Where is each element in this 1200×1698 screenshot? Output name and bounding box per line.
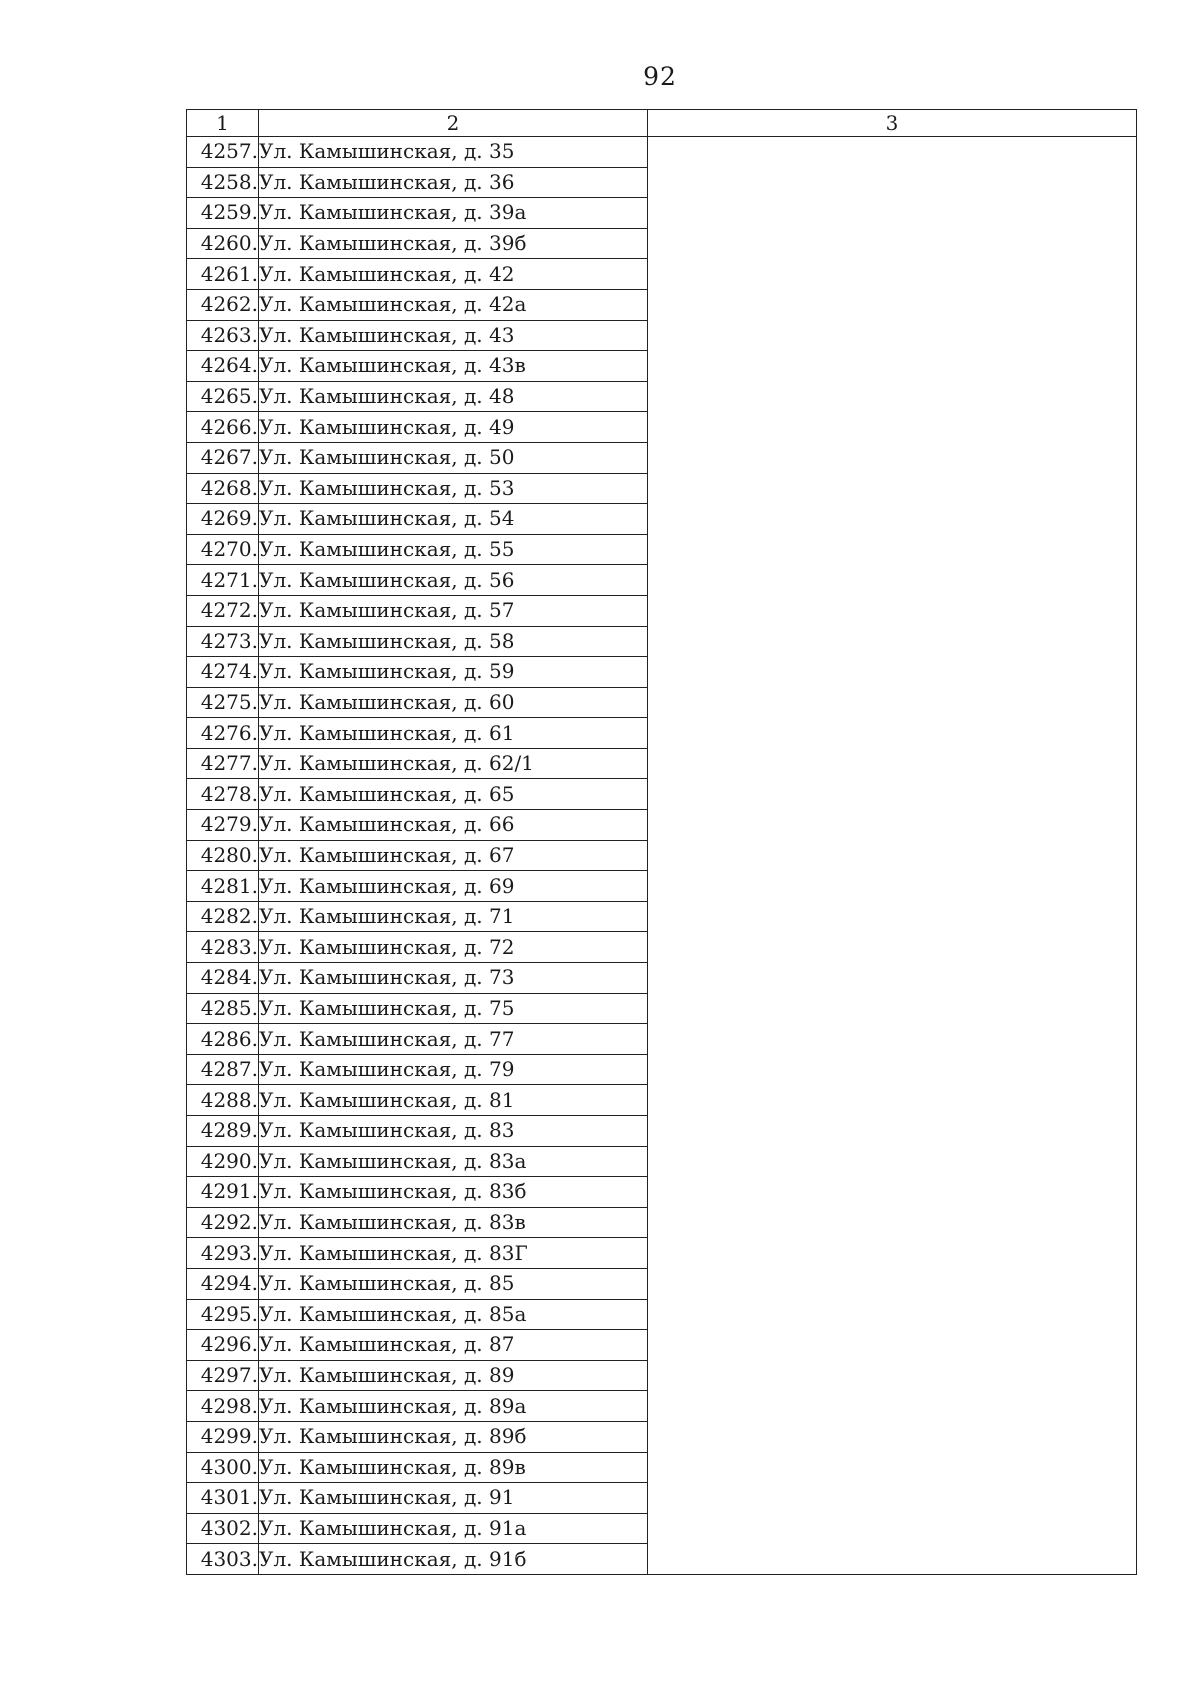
address-cell: Ул. Камышинская, д. 61: [259, 718, 648, 749]
address-cell: Ул. Камышинская, д. 60: [259, 687, 648, 718]
row-number-cell: 4259.: [187, 198, 259, 229]
row-number-cell: 4302.: [187, 1513, 259, 1544]
row-number-cell: 4268.: [187, 473, 259, 504]
row-number-cell: 4294.: [187, 1268, 259, 1299]
address-cell: Ул. Камышинская, д. 35: [259, 137, 648, 168]
row-number-cell: 4276.: [187, 718, 259, 749]
row-number-cell: 4263.: [187, 320, 259, 351]
address-cell: Ул. Камышинская, д. 36: [259, 167, 648, 198]
row-number-cell: 4264.: [187, 351, 259, 382]
row-number-cell: 4293.: [187, 1238, 259, 1269]
row-number-cell: 4257.: [187, 137, 259, 168]
address-cell: Ул. Камышинская, д. 42а: [259, 289, 648, 320]
address-cell: Ул. Камышинская, д. 83: [259, 1116, 648, 1147]
address-cell: Ул. Камышинская, д. 39б: [259, 228, 648, 259]
address-cell: Ул. Камышинская, д. 79: [259, 1054, 648, 1085]
address-table: [186, 109, 1137, 1575]
column-header-number: 1: [187, 110, 259, 137]
address-cell: Ул. Камышинская, д. 83б: [259, 1177, 648, 1208]
row-number-cell: 4283.: [187, 932, 259, 963]
address-cell: Ул. Камышинская, д. 72: [259, 932, 648, 963]
row-number-cell: 4269.: [187, 504, 259, 535]
row-number-cell: 4299.: [187, 1421, 259, 1452]
row-number-cell: 4266.: [187, 412, 259, 443]
row-number-cell: 4281.: [187, 871, 259, 902]
address-cell: Ул. Камышинская, д. 39а: [259, 198, 648, 229]
row-number-cell: 4270.: [187, 534, 259, 565]
address-cell: Ул. Камышинская, д. 83в: [259, 1207, 648, 1238]
column-header-address: 2: [259, 110, 648, 137]
address-cell: Ул. Камышинская, д. 65: [259, 779, 648, 810]
row-number-cell: 4301.: [187, 1483, 259, 1514]
page-number: 92: [643, 62, 677, 91]
row-number-cell: 4267.: [187, 442, 259, 473]
address-cell: Ул. Камышинская, д. 83Г: [259, 1238, 648, 1269]
row-number-cell: 4291.: [187, 1177, 259, 1208]
row-number-cell: 4279.: [187, 810, 259, 841]
row-number-cell: 4265.: [187, 381, 259, 412]
address-cell: Ул. Камышинская, д. 73: [259, 963, 648, 994]
address-cell: Ул. Камышинская, д. 67: [259, 840, 648, 871]
table-body: [187, 137, 1137, 1575]
column-header-notes: 3: [648, 110, 1137, 137]
row-number-cell: 4285.: [187, 993, 259, 1024]
row-number-cell: 4295.: [187, 1299, 259, 1330]
address-cell: Ул. Камышинская, д. 91: [259, 1483, 648, 1514]
table-row: [187, 137, 1137, 168]
address-cell: Ул. Камышинская, д. 53: [259, 473, 648, 504]
address-cell: Ул. Камышинская, д. 81: [259, 1085, 648, 1116]
row-number-cell: 4289.: [187, 1116, 259, 1147]
row-number-cell: 4300.: [187, 1452, 259, 1483]
address-cell: Ул. Камышинская, д. 89б: [259, 1421, 648, 1452]
address-cell: Ул. Камышинская, д. 58: [259, 626, 648, 657]
address-cell: Ул. Камышинская, д. 57: [259, 595, 648, 626]
address-cell: Ул. Камышинская, д. 62/1: [259, 748, 648, 779]
row-number-cell: 4282.: [187, 901, 259, 932]
row-number-cell: 4297.: [187, 1360, 259, 1391]
row-number-cell: 4288.: [187, 1085, 259, 1116]
address-cell: Ул. Камышинская, д. 75: [259, 993, 648, 1024]
address-cell: Ул. Камышинская, д. 48: [259, 381, 648, 412]
notes-column-cell: [648, 137, 1137, 1575]
address-cell: Ул. Камышинская, д. 85: [259, 1268, 648, 1299]
row-number-cell: 4272.: [187, 595, 259, 626]
row-number-cell: 4274.: [187, 657, 259, 688]
table-header-row: [187, 110, 1137, 137]
address-cell: Ул. Камышинская, д. 89а: [259, 1391, 648, 1422]
address-cell: Ул. Камышинская, д. 42: [259, 259, 648, 290]
address-cell: Ул. Камышинская, д. 91б: [259, 1544, 648, 1575]
address-cell: Ул. Камышинская, д. 91а: [259, 1513, 648, 1544]
address-cell: Ул. Камышинская, д. 89в: [259, 1452, 648, 1483]
row-number-cell: 4280.: [187, 840, 259, 871]
address-cell: Ул. Камышинская, д. 87: [259, 1330, 648, 1361]
address-cell: Ул. Камышинская, д. 77: [259, 1024, 648, 1055]
row-number-cell: 4271.: [187, 565, 259, 596]
row-number-cell: 4287.: [187, 1054, 259, 1085]
address-cell: Ул. Камышинская, д. 55: [259, 534, 648, 565]
row-number-cell: 4292.: [187, 1207, 259, 1238]
address-cell: Ул. Камышинская, д. 69: [259, 871, 648, 902]
row-number-cell: 4260.: [187, 228, 259, 259]
address-cell: Ул. Камышинская, д. 66: [259, 810, 648, 841]
row-number-cell: 4298.: [187, 1391, 259, 1422]
row-number-cell: 4303.: [187, 1544, 259, 1575]
row-number-cell: 4262.: [187, 289, 259, 320]
row-number-cell: 4275.: [187, 687, 259, 718]
address-cell: Ул. Камышинская, д. 83а: [259, 1146, 648, 1177]
row-number-cell: 4296.: [187, 1330, 259, 1361]
row-number-cell: 4258.: [187, 167, 259, 198]
row-number-cell: 4273.: [187, 626, 259, 657]
row-number-cell: 4286.: [187, 1024, 259, 1055]
address-cell: Ул. Камышинская, д. 43: [259, 320, 648, 351]
row-number-cell: 4277.: [187, 748, 259, 779]
address-cell: Ул. Камышинская, д. 49: [259, 412, 648, 443]
address-cell: Ул. Камышинская, д. 56: [259, 565, 648, 596]
row-number-cell: 4278.: [187, 779, 259, 810]
address-cell: Ул. Камышинская, д. 89: [259, 1360, 648, 1391]
row-number-cell: 4290.: [187, 1146, 259, 1177]
row-number-cell: 4261.: [187, 259, 259, 290]
row-number-cell: 4284.: [187, 963, 259, 994]
address-cell: Ул. Камышинская, д. 85а: [259, 1299, 648, 1330]
address-cell: Ул. Камышинская, д. 43в: [259, 351, 648, 382]
address-cell: Ул. Камышинская, д. 50: [259, 442, 648, 473]
address-cell: Ул. Камышинская, д. 54: [259, 504, 648, 535]
address-cell: Ул. Камышинская, д. 59: [259, 657, 648, 688]
address-cell: Ул. Камышинская, д. 71: [259, 901, 648, 932]
